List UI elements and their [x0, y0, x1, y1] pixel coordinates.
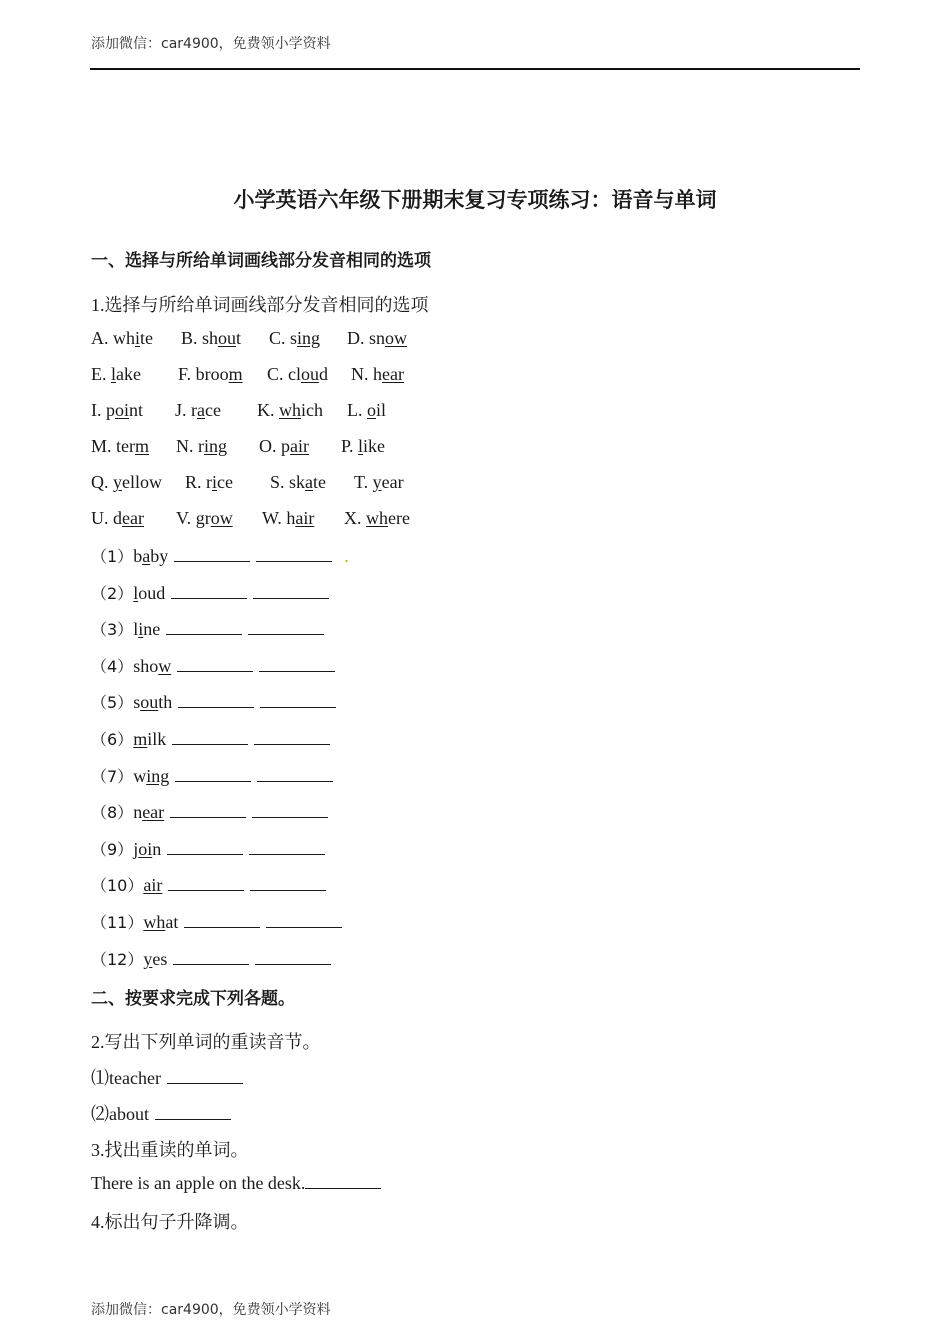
option-n — [176, 436, 227, 457]
option-word-prefix: p — [281, 436, 290, 456]
item-12 — [91, 947, 331, 970]
answer-blank[interactable] — [167, 838, 243, 855]
document-title: 小学英语六年级下册期末复习专项练习：语音与单词 — [233, 188, 717, 212]
option-label: O. — [259, 436, 277, 456]
option-word-underlined: ow — [210, 508, 233, 528]
option-o — [259, 436, 309, 457]
option-r — [185, 472, 233, 493]
option-word-prefix: r — [191, 400, 198, 420]
item-word-underlined: i — [138, 619, 144, 639]
item-word-prefix: sho — [133, 656, 159, 676]
q3-sentence: There is an apple on the desk. — [91, 1173, 306, 1193]
item-number: （9） — [91, 840, 134, 859]
item-word-underlined: ear — [142, 802, 165, 822]
option-label: D. — [347, 328, 365, 348]
option-j — [175, 400, 221, 421]
item-word-underlined: w — [158, 656, 172, 676]
option-label: N. — [176, 436, 194, 456]
question-1-prompt: 1.选择与所给单词画线部分发音相同的选项 — [91, 295, 429, 315]
option-word-underlined: ow — [385, 328, 408, 348]
option-word-underlined: air — [295, 508, 315, 528]
q2-item-2 — [91, 1100, 231, 1126]
answer-blank[interactable] — [175, 765, 251, 782]
item-number: （1） — [91, 547, 134, 566]
option-word-prefix: cl — [288, 364, 302, 384]
q2-item-1 — [91, 1064, 243, 1090]
answer-blank[interactable] — [174, 545, 250, 562]
item-word-underlined: l — [133, 583, 139, 603]
question-2-prompt: 2.写出下列单词的重读音节。 — [91, 1032, 321, 1052]
item-word-underlined: m — [133, 729, 148, 749]
option-word-underlined: air — [290, 436, 309, 456]
item-5 — [91, 690, 336, 713]
option-word-underlined: o — [367, 400, 376, 420]
option-l — [347, 400, 386, 421]
option-word-prefix: p — [106, 400, 115, 420]
option-word-suffix: il — [376, 400, 387, 420]
option-word-underlined: l — [358, 436, 364, 456]
option-word-underlined: ear — [122, 508, 144, 528]
option-label: R. — [185, 472, 202, 492]
option-label: V. — [176, 508, 192, 528]
answer-blank[interactable] — [249, 838, 325, 855]
option-word-suffix: ce — [217, 472, 234, 492]
item-number: （12） — [91, 950, 144, 969]
option-i — [91, 400, 143, 421]
item-11 — [91, 910, 342, 933]
option-p — [341, 436, 385, 457]
item-2 — [91, 581, 329, 604]
option-word-underlined: i — [212, 472, 218, 492]
item-word-suffix: th — [158, 692, 173, 712]
option-word-underlined: a — [305, 472, 314, 492]
item-number: （3） — [91, 620, 134, 639]
item-number: （5） — [91, 693, 134, 712]
item-word-suffix: oud — [138, 583, 166, 603]
item-word-suffix: ilk — [147, 729, 167, 749]
option-c — [269, 328, 320, 349]
question-3-prompt: 3.找出重读的单词。 — [91, 1140, 249, 1160]
answer-blank[interactable] — [257, 765, 333, 782]
option-b — [181, 328, 241, 349]
option-label: U. — [91, 508, 109, 528]
item-word-underlined: air — [143, 875, 163, 895]
answer-blank[interactable] — [266, 911, 342, 928]
answer-blank[interactable] — [177, 655, 253, 672]
option-word-prefix: ter — [116, 436, 135, 456]
option-word-suffix: te — [313, 472, 327, 492]
item-7 — [91, 764, 333, 787]
item-number: （10） — [91, 876, 144, 895]
option-word-prefix: r — [206, 472, 213, 492]
item-word-prefix: l — [133, 619, 139, 639]
option-word-suffix: ellow — [122, 472, 162, 492]
option-word-prefix: gr — [195, 508, 211, 528]
option-label: S. — [270, 472, 285, 492]
option-word-prefix: d — [113, 508, 122, 528]
option-word-suffix: te — [140, 328, 154, 348]
option-e — [91, 364, 141, 385]
option-word-suffix: ere — [388, 508, 410, 528]
option-label: E. — [91, 364, 107, 384]
option-label: L. — [347, 400, 363, 420]
answer-blank[interactable] — [248, 618, 324, 635]
option-label: M. — [91, 436, 112, 456]
q2-item-number: ⑴ — [91, 1068, 109, 1088]
option-word-prefix: sh — [202, 328, 219, 348]
item-word-suffix: ne — [143, 619, 161, 639]
option-word-underlined: a — [197, 400, 206, 420]
option-word-underlined: oi — [115, 400, 130, 420]
option-x — [344, 508, 410, 529]
option-word-underlined: ing — [297, 328, 321, 348]
item-number: （7） — [91, 767, 134, 786]
answer-blank[interactable] — [250, 874, 326, 891]
option-word-suffix: t — [236, 328, 242, 348]
option-label: T. — [354, 472, 369, 492]
option-label: C. — [269, 328, 286, 348]
question-4-prompt: 4.标出句子升降调。 — [91, 1212, 249, 1232]
option-label: W. — [262, 508, 282, 528]
page-footer: 添加微信：car4900，免费领小学资料 — [91, 1302, 331, 1318]
item-word-underlined: oi — [138, 839, 153, 859]
q2-item-word: about — [109, 1104, 149, 1124]
option-label: C. — [267, 364, 284, 384]
answer-blank[interactable] — [259, 655, 335, 672]
option-word-suffix: ake — [116, 364, 141, 384]
answer-blank[interactable] — [254, 728, 330, 745]
item-word-suffix: by — [150, 546, 169, 566]
item-word-underlined: ing — [146, 766, 170, 786]
option-word-prefix: s — [290, 328, 298, 348]
option-label: N. — [351, 364, 369, 384]
answer-blank[interactable] — [155, 1103, 231, 1120]
answer-blank[interactable] — [256, 545, 332, 562]
option-word-prefix: wh — [113, 328, 135, 348]
option-word-underlined: ear — [382, 364, 404, 384]
option-word-suffix: ear — [381, 472, 404, 492]
item-6 — [91, 727, 330, 750]
answer-blank[interactable] — [260, 691, 336, 708]
option-label: B. — [181, 328, 198, 348]
page-header: 添加微信：car4900，免费领小学资料 — [91, 36, 331, 52]
answer-blank[interactable] — [184, 911, 260, 928]
option-w — [262, 508, 314, 529]
option-label: A. — [91, 328, 109, 348]
item-word-prefix: n — [133, 802, 143, 822]
item-word-underlined: wh — [143, 912, 166, 932]
option-word-underlined: y — [113, 472, 122, 492]
option-word-suffix: ich — [301, 400, 323, 420]
option-word-underlined: l — [111, 364, 117, 384]
answer-blank[interactable] — [170, 801, 246, 818]
item-number: （11） — [91, 913, 144, 932]
option-a — [91, 328, 153, 349]
item-word-suffix: es — [152, 949, 168, 969]
item-3 — [91, 617, 324, 640]
option-label: X. — [344, 508, 362, 528]
option-word-prefix: sk — [289, 472, 306, 492]
item-number: （4） — [91, 657, 134, 676]
option-q — [91, 472, 162, 493]
item-word-prefix: s — [133, 692, 141, 712]
item-4 — [91, 654, 335, 677]
q3-sentence-line — [91, 1172, 381, 1194]
option-n — [351, 364, 404, 385]
item-number: （8） — [91, 803, 134, 822]
answer-blank[interactable] — [168, 874, 244, 891]
option-word-underlined: wh — [366, 508, 388, 528]
item-number: （2） — [91, 584, 134, 603]
option-word-underlined: ing — [204, 436, 228, 456]
option-label: J. — [175, 400, 187, 420]
item-1 — [91, 544, 349, 567]
option-label: Q. — [91, 472, 109, 492]
option-word-underlined: y — [372, 472, 382, 492]
option-label: F. — [178, 364, 192, 384]
q2-item-number: ⑵ — [91, 1104, 109, 1124]
option-word-prefix: broo — [195, 364, 229, 384]
option-m — [91, 436, 149, 457]
option-label: I. — [91, 400, 102, 420]
option-d — [347, 328, 407, 349]
item-word-underlined: ou — [140, 692, 159, 712]
item-number: （6） — [91, 730, 134, 749]
section-1-heading: 一、选择与所给单词画线部分发音相同的选项 — [91, 251, 431, 271]
stray-mark: . — [344, 546, 349, 566]
option-f — [178, 364, 243, 385]
option-s — [270, 472, 326, 493]
answer-blank[interactable] — [252, 801, 328, 818]
option-word-prefix: sn — [369, 328, 386, 348]
item-word-underlined: y — [143, 949, 153, 969]
option-t — [354, 472, 404, 493]
item-10 — [91, 873, 326, 896]
option-label: K. — [257, 400, 275, 420]
option-v — [176, 508, 233, 529]
option-word-underlined: ou — [218, 328, 237, 348]
option-word-suffix: nt — [129, 400, 144, 420]
option-u — [91, 508, 144, 529]
option-word-prefix: h — [286, 508, 296, 528]
option-word-underlined: i — [135, 328, 141, 348]
answer-blank[interactable] — [255, 948, 331, 965]
answer-blank[interactable] — [305, 1172, 381, 1189]
answer-blank[interactable] — [172, 728, 248, 745]
option-word-suffix: d — [319, 364, 329, 384]
item-word-underlined: a — [142, 546, 151, 566]
header-divider — [90, 68, 860, 70]
item-8 — [91, 800, 328, 823]
item-word-suffix: n — [152, 839, 162, 859]
section-2-heading: 二、按要求完成下列各题。 — [91, 989, 295, 1009]
item-word-suffix: at — [165, 912, 179, 932]
option-word-underlined: m — [135, 436, 150, 456]
answer-blank[interactable] — [173, 948, 249, 965]
item-9 — [91, 837, 325, 860]
answer-blank[interactable] — [167, 1067, 243, 1084]
answer-blank[interactable] — [166, 618, 242, 635]
option-word-underlined: ou — [301, 364, 320, 384]
item-word-prefix: j — [133, 839, 139, 859]
item-word-prefix: b — [133, 546, 143, 566]
option-word-suffix: ike — [363, 436, 386, 456]
option-c — [267, 364, 328, 385]
option-word-prefix: r — [198, 436, 204, 456]
answer-blank[interactable] — [253, 582, 329, 599]
option-label: P. — [341, 436, 354, 456]
answer-blank[interactable] — [171, 582, 247, 599]
option-word-prefix: h — [373, 364, 382, 384]
answer-blank[interactable] — [178, 691, 254, 708]
option-word-underlined: m — [228, 364, 243, 384]
option-word-suffix: ce — [205, 400, 221, 420]
option-k — [257, 400, 323, 421]
item-word-prefix: w — [133, 766, 147, 786]
q2-item-word: teacher — [109, 1068, 161, 1088]
option-word-underlined: wh — [279, 400, 301, 420]
